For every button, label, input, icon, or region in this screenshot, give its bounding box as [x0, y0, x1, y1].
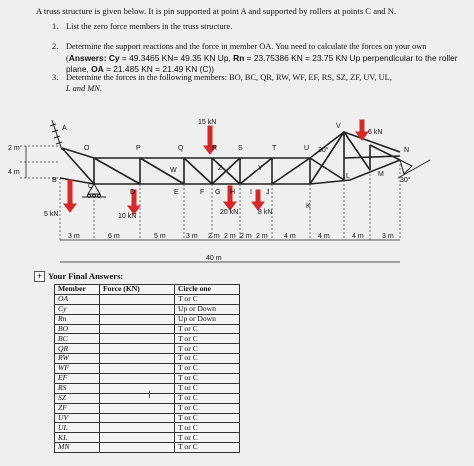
table-row [55, 294, 240, 304]
direction-cell[interactable]: T or C [175, 433, 240, 443]
node-i: I [250, 189, 252, 196]
direction-cell[interactable]: T or C [175, 334, 240, 344]
load-label-10kn: 10 kN [118, 213, 137, 220]
table-row [55, 374, 240, 384]
node-k: K [306, 203, 311, 210]
node-f: F [200, 189, 205, 196]
col-circle-one: Circle one [175, 285, 240, 295]
pin-support-a [50, 120, 62, 150]
total-span: 40 m [206, 255, 222, 262]
table-row [55, 344, 240, 354]
member-cell: BC [55, 334, 100, 344]
node-r: R [212, 145, 218, 152]
direction-cell[interactable]: T or C [175, 294, 240, 304]
span-4: 3 m [186, 233, 198, 240]
question-number: 2. [52, 42, 59, 51]
expand-icon[interactable]: + [34, 271, 45, 282]
load-label-6kn: 6 kN [368, 129, 383, 136]
question-number: 3. [52, 73, 59, 82]
node-s: S [238, 145, 243, 152]
span-5: 2 m [208, 233, 220, 240]
question-text: Determine the support reactions and the force in member OA. You need to calculate the forces on your own ( [66, 42, 427, 63]
force-input-cell[interactable] [100, 364, 175, 374]
node-e: E [174, 189, 179, 196]
table-row [55, 354, 240, 364]
node-c: C [88, 183, 94, 190]
member-cell: Rn [55, 314, 100, 324]
dim-label-2m: 2 m [8, 145, 20, 152]
force-input-cell[interactable] [100, 393, 175, 403]
roller-support-c [82, 184, 106, 198]
load-label-15kn: 15 kN [198, 119, 217, 126]
node-v: V [336, 123, 341, 130]
table-row [55, 324, 240, 334]
force-input-cell[interactable] [100, 413, 175, 423]
member-cell: QR [55, 344, 100, 354]
member-cell: KL [55, 433, 100, 443]
col-force: Force (KN) [100, 285, 175, 295]
force-input-cell[interactable] [100, 334, 175, 344]
table-header-row [55, 285, 240, 295]
direction-cell[interactable]: T or C [175, 423, 240, 433]
member-cell: SZ [55, 393, 100, 403]
table-row [55, 314, 240, 324]
node-j: J [266, 189, 270, 196]
span-3: 5 m [154, 233, 166, 240]
node-y: Y [258, 165, 263, 172]
node-z: Z [218, 165, 223, 172]
oa-value: = 21.485 KN = 21.49 KN (C)) [103, 64, 215, 74]
answers-label: Answers: Cy [68, 52, 120, 63]
angle-label-1: 30° [318, 147, 329, 154]
final-answers-heading [34, 270, 284, 282]
question-text: Determine the forces in the following members: BO, BC, QR, RW, WF, EF, RS, SZ, ZF, UV, UL, [66, 73, 392, 82]
table-row [55, 433, 240, 443]
question-1 [52, 22, 466, 33]
answers-table-body [55, 294, 240, 452]
roller-support-n [398, 160, 430, 178]
node-q: Q [178, 145, 184, 152]
load-label-8kn: 8 kN [258, 209, 273, 216]
table-row [55, 364, 240, 374]
dim-label-4m: 4 m [8, 169, 20, 176]
span-11: 4 m [352, 233, 364, 240]
table-row [55, 443, 240, 453]
force-input-cell[interactable] [100, 433, 175, 443]
col-member: Member [55, 285, 100, 295]
node-u: U [304, 145, 310, 152]
angle-label-2: 30° [400, 177, 411, 184]
span-8: 2 m [256, 233, 268, 240]
table-row [55, 413, 240, 423]
answers-table [54, 284, 240, 453]
load-label-20kn: 20 kN [220, 209, 239, 216]
force-input-cell[interactable] [100, 344, 175, 354]
span-10: 4 m [318, 233, 330, 240]
node-d: D [130, 189, 136, 196]
span-12: 3 m [382, 233, 394, 240]
direction-cell[interactable]: T or C [175, 354, 240, 364]
span-9: 4 m [284, 233, 296, 240]
direction-cell[interactable]: T or C [175, 413, 240, 423]
direction-cell[interactable]: T or C [175, 403, 240, 413]
force-input-cell[interactable] [100, 443, 175, 453]
member-cell: RS [55, 383, 100, 393]
force-input-cell[interactable] [100, 304, 175, 314]
direction-cell[interactable]: T or C [175, 393, 240, 403]
question-2 [52, 42, 464, 76]
force-input-cell[interactable] [100, 294, 175, 304]
node-o: O [84, 145, 90, 152]
rn-value: = 23.75386 KN = 23.75 KN Up perpendicular to the roller plane, [66, 52, 458, 74]
node-w: W [170, 167, 177, 174]
question-number: 1. [52, 22, 59, 31]
node-a: A [62, 125, 67, 132]
force-input-cell[interactable] [100, 314, 175, 324]
direction-cell[interactable]: Up or Down [175, 304, 240, 314]
force-input-cell[interactable] [100, 374, 175, 384]
span-2: 6 m [108, 233, 120, 240]
direction-cell[interactable]: Up or Down [175, 314, 240, 324]
member-cell: WF [55, 364, 100, 374]
direction-cell[interactable]: T or C [175, 383, 240, 393]
node-b: B [52, 177, 57, 184]
direction-cell[interactable]: T or C [175, 443, 240, 453]
direction-cell[interactable]: T or C [175, 324, 240, 334]
question-text: List the zero force members in the truss structure. [66, 22, 233, 31]
table-row [55, 403, 240, 413]
member-cell: Cy [55, 304, 100, 314]
direction-cell[interactable]: T or C [175, 344, 240, 354]
span-7: 2 m [240, 233, 252, 240]
member-cell: BO [55, 324, 100, 334]
table-row [55, 334, 240, 344]
force-input-cell[interactable] [100, 423, 175, 433]
table-row [55, 393, 240, 403]
member-cell: EF [55, 374, 100, 384]
member-cell: RW [55, 354, 100, 364]
node-h: H [230, 189, 236, 196]
text-cursor-icon: I [148, 390, 151, 401]
direction-cell[interactable]: T or C [175, 374, 240, 384]
load-label-5kn: 5 kN [44, 211, 59, 218]
force-input-cell[interactable] [100, 324, 175, 334]
span-6: 2 m [224, 233, 236, 240]
member-cell: ZF [55, 403, 100, 413]
node-p: P [136, 145, 141, 152]
member-cell: MN [55, 443, 100, 453]
direction-cell[interactable]: T or C [175, 364, 240, 374]
oa-label: OA [91, 64, 104, 74]
node-n: N [404, 147, 410, 154]
node-g: G [215, 189, 221, 196]
member-cell: UL [55, 423, 100, 433]
table-row [55, 423, 240, 433]
force-input-cell[interactable] [100, 403, 175, 413]
span-1: 3 m [68, 233, 80, 240]
question-3 [52, 73, 464, 94]
final-answers-section [34, 270, 284, 282]
force-input-cell[interactable] [100, 383, 175, 393]
problem-intro: A truss structure is given below. It is pin supported at point A and supported by rollers at points C and N. [36, 6, 397, 16]
node-t: T [272, 145, 277, 152]
rn-label: Rn [233, 52, 245, 63]
node-m: M [378, 171, 384, 178]
dimension-lines [20, 146, 400, 240]
cy-value: = 49.3465 KN= 49.35 KN Up, [119, 52, 234, 63]
member-cell: UV [55, 413, 100, 423]
force-input-cell[interactable] [100, 354, 175, 364]
final-answers-title: Your Final Answers: [48, 271, 124, 281]
member-cell: OA [55, 294, 100, 304]
question-text-end: L and MN. [66, 83, 102, 93]
table-row [55, 304, 240, 314]
table-row [55, 383, 240, 393]
truss-diagram [0, 110, 474, 270]
node-l: L [346, 173, 350, 180]
